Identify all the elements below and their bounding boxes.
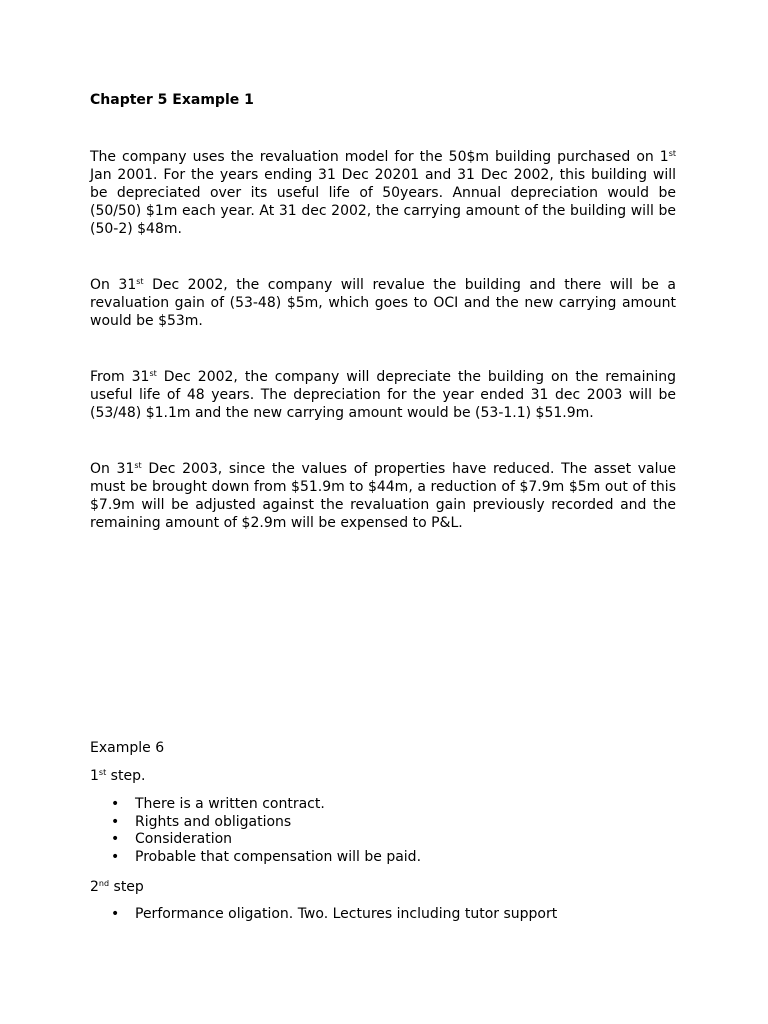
paragraph-impairment-text-b: Dec 2003, since the values of properties have reduced. The asset value must be brought down from $51.9m to $44m, a reduction of $7.9m $5m out of this $7.9m will be adjusted against the revaluation gain previously recorded and the remaining amount of $2.9m will be expensed to P&L. [90,461,676,531]
bullet-icon: • [111,831,120,847]
list-item-text: Performance oligation. Two. Lectures including tutor support [135,906,558,922]
step-1-list [90,796,421,866]
ordinal-suffix: st [668,149,676,158]
list-item-text: Consideration [135,831,233,847]
list-item [90,814,421,832]
ordinal-suffix: st [134,461,142,470]
ordinal-suffix: st [136,277,144,286]
bullet-icon: • [111,848,120,865]
ordinal-suffix: nd [98,879,110,888]
paragraph-impairment-text-a: On 31 [90,461,135,477]
document-heading: Chapter 5 Example 1 [90,92,254,108]
list-item [90,849,421,867]
list-item-text: Rights and obligations [135,813,292,830]
step-2-text: step [109,879,144,895]
paragraph-purchase-text-a: The company uses the revaluation model for the 50$m building purchased on 1 [90,149,669,165]
example-6-label: Example 6 [90,740,165,756]
bullet-icon: • [111,813,120,830]
list-item [90,906,557,924]
bullet-icon: • [111,796,120,812]
ordinal-suffix: st [149,369,157,378]
step-1-number: 1 [90,768,99,784]
step-1-text: step. [106,768,146,784]
list-item-text: Probable that compensation will be paid. [135,848,422,865]
paragraph-revaluation-gain-text-a: On 31 [90,277,137,293]
paragraph-depreciation-text-b: Dec 2002, the company will depreciate the building on the remaining useful life of 48 years. The depreciation for the year ended 31 dec 2003 will be (53/48) $1.1m and the new carrying amount would be (53-1.1) $51.9m. [90,369,676,421]
paragraph-depreciation [90,368,676,422]
paragraph-purchase [90,148,676,238]
paragraph-revaluation-gain [90,276,676,330]
step-2-list [90,906,557,924]
step-2-label [90,878,144,896]
list-item [90,831,421,849]
paragraph-purchase-text-b: Jan 2001. For the years ending 31 Dec 20201 and 31 Dec 2002, this building will be depreciated over its useful life of 50years. Annual depreciation would be (50/50) $1m each year. At 31 dec 2002, the carrying amount of the building will be (50-2) $48m. [90,167,676,237]
bullet-icon: • [111,906,120,922]
paragraph-depreciation-text-a: From 31 [90,369,150,385]
step-1-label [90,767,145,785]
paragraph-impairment [90,460,676,532]
ordinal-suffix: st [98,768,107,777]
step-2-number: 2 [90,879,99,895]
paragraph-revaluation-gain-text-b: Dec 2002, the company will revalue the building and there will be a revaluation gain of (53-48) $5m, which goes to OCI and the new carrying amount would be $53m. [90,277,676,329]
list-item-text: There is a written contract. [135,796,325,812]
list-item [90,796,421,814]
